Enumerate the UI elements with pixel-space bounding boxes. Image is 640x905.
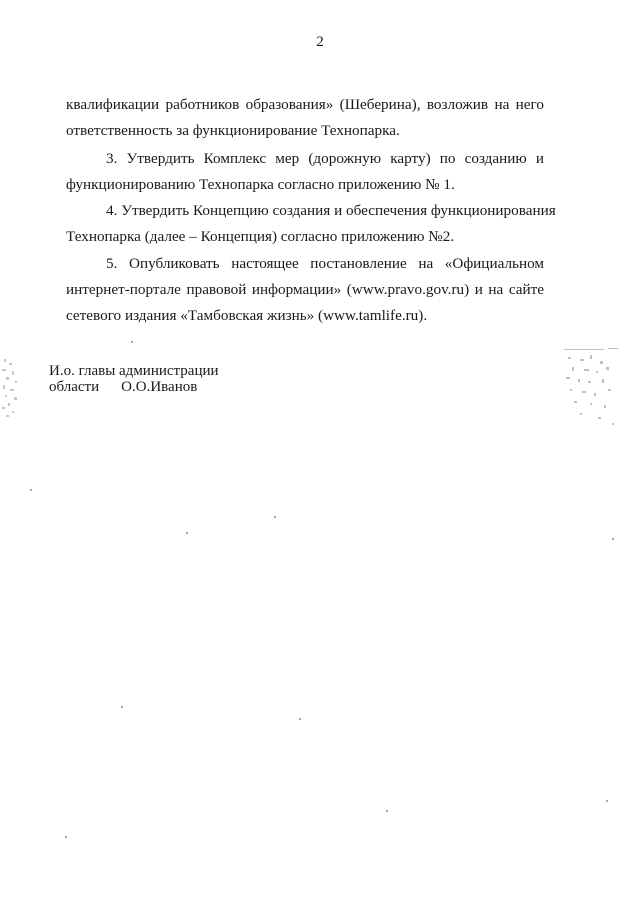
left-stamp-artifact xyxy=(0,355,26,425)
paragraph-line: сетевого издания «Тамбовская жизнь» (www.tamlife.ru). xyxy=(66,307,428,324)
signatory-row xyxy=(49,379,219,395)
scan-speck xyxy=(30,489,32,491)
paragraph-item-4 xyxy=(66,198,556,250)
scan-speck xyxy=(299,718,301,720)
paragraph-line: квалификации работников образования» (Шеберина), возложив на него xyxy=(66,96,544,113)
paragraph-line: Технопарка (далее – Концепция) согласно приложению №2. xyxy=(66,228,455,245)
page-number: 2 xyxy=(316,34,324,50)
paragraph-item-3 xyxy=(66,146,544,198)
paragraph-line: ответственность за функционирование Технопарка. xyxy=(66,122,400,139)
signatory-region: области xyxy=(49,379,100,395)
paragraph-line: 5. Опубликовать настоящее постановление на «Официальном xyxy=(106,255,544,272)
paragraph-2-continuation xyxy=(66,92,544,144)
paragraph-line: интернет-портале правовой информации» (www.pravo.gov.ru) и на сайте xyxy=(66,281,544,298)
scan-speck xyxy=(274,516,276,518)
signature-block xyxy=(49,363,219,395)
paragraph-line: 4. Утвердить Концепцию создания и обеспечения функционирования xyxy=(106,202,556,219)
signatory-title: И.о. главы администрации xyxy=(49,363,219,379)
scan-speck xyxy=(612,538,614,540)
scan-speck xyxy=(65,836,67,838)
paragraph-item-5 xyxy=(66,251,544,329)
scan-speck xyxy=(386,810,388,812)
scan-speck xyxy=(186,532,188,534)
right-stamp-artifact xyxy=(560,345,640,435)
scan-speck xyxy=(131,341,133,343)
scan-speck xyxy=(121,706,123,708)
scan-speck xyxy=(606,800,608,802)
paragraph-line: функционированию Технопарка согласно приложению № 1. xyxy=(66,176,455,193)
paragraph-line: 3. Утвердить Комплекс мер (дорожную карту) по созданию и xyxy=(106,150,544,167)
signatory-name: О.О.Иванов xyxy=(121,379,198,395)
